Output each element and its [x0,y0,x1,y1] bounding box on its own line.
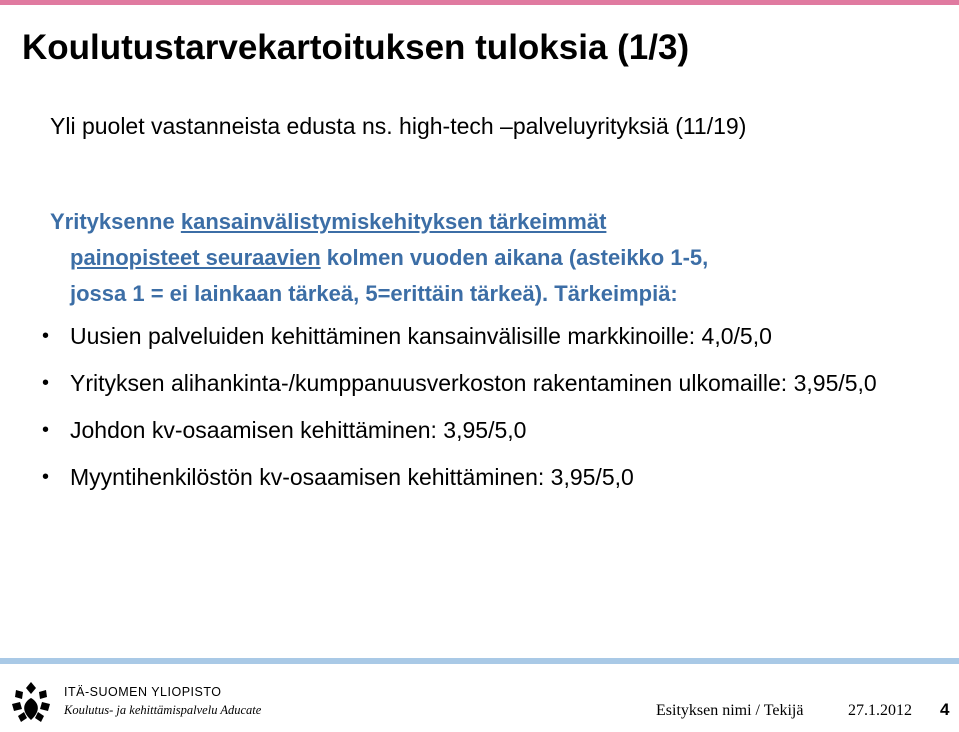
question-part-4: kolmen vuoden aikana (asteikko 1-5, [320,245,709,270]
question-part-2: kansainvälistymiskehityksen tärkeimmät [180,209,607,234]
list-item-text: Myyntihenkilöstön kv-osaamisen kehittäminen: 3,95/5,0 [70,464,634,490]
bullet-icon: • [42,419,50,441]
list-item [42,318,942,354]
question-line-3 [50,276,930,312]
bullet-icon: • [42,466,50,488]
slide-title: Koulutustarvekartoituksen tuloksia (1/3) [22,28,690,67]
presentation-author: Esityksen nimi / Tekijä [656,702,804,719]
list-item [42,459,942,495]
list-item-text: Johdon kv-osaamisen kehittäminen: 3,95/5,0 [70,417,527,443]
question-part-5: jossa 1 = ei lainkaan tärkeä, 5=erittäin tärkeä). Tärkeimpiä: [70,281,678,306]
footer-accent-rule [0,658,959,664]
results-list [42,318,942,506]
list-item [42,412,942,448]
university-name: ITÄ-SUOMEN YLIOPISTO [64,685,222,699]
university-logo-icon [8,678,54,724]
top-accent-rule [0,0,959,5]
page-number: 4 [940,700,950,719]
list-item-text: Uusien palveluiden kehittäminen kansainvälisille markkinoille: 4,0/5,0 [70,323,772,349]
survey-question [50,204,930,312]
list-item-text: Yrityksen alihankinta-/kumppanuusverkoston rakentaminen ulkomaille: 3,95/5,0 [70,370,877,396]
question-part-3: painopisteet seuraavien [70,245,321,270]
presentation-date: 27.1.2012 [848,702,912,719]
list-item [42,365,942,401]
unit-name: Koulutus- ja kehittämispalvelu Aducate [64,703,262,717]
question-line-1 [50,204,930,240]
bullet-icon: • [42,325,50,347]
question-part-1: Yrityksenne [50,209,181,234]
bullet-icon: • [42,372,50,394]
question-line-2 [50,240,930,276]
slide-subtitle: Yli puolet vastanneista edusta ns. high-tech –palveluyrityksiä (11/19) [50,113,747,139]
